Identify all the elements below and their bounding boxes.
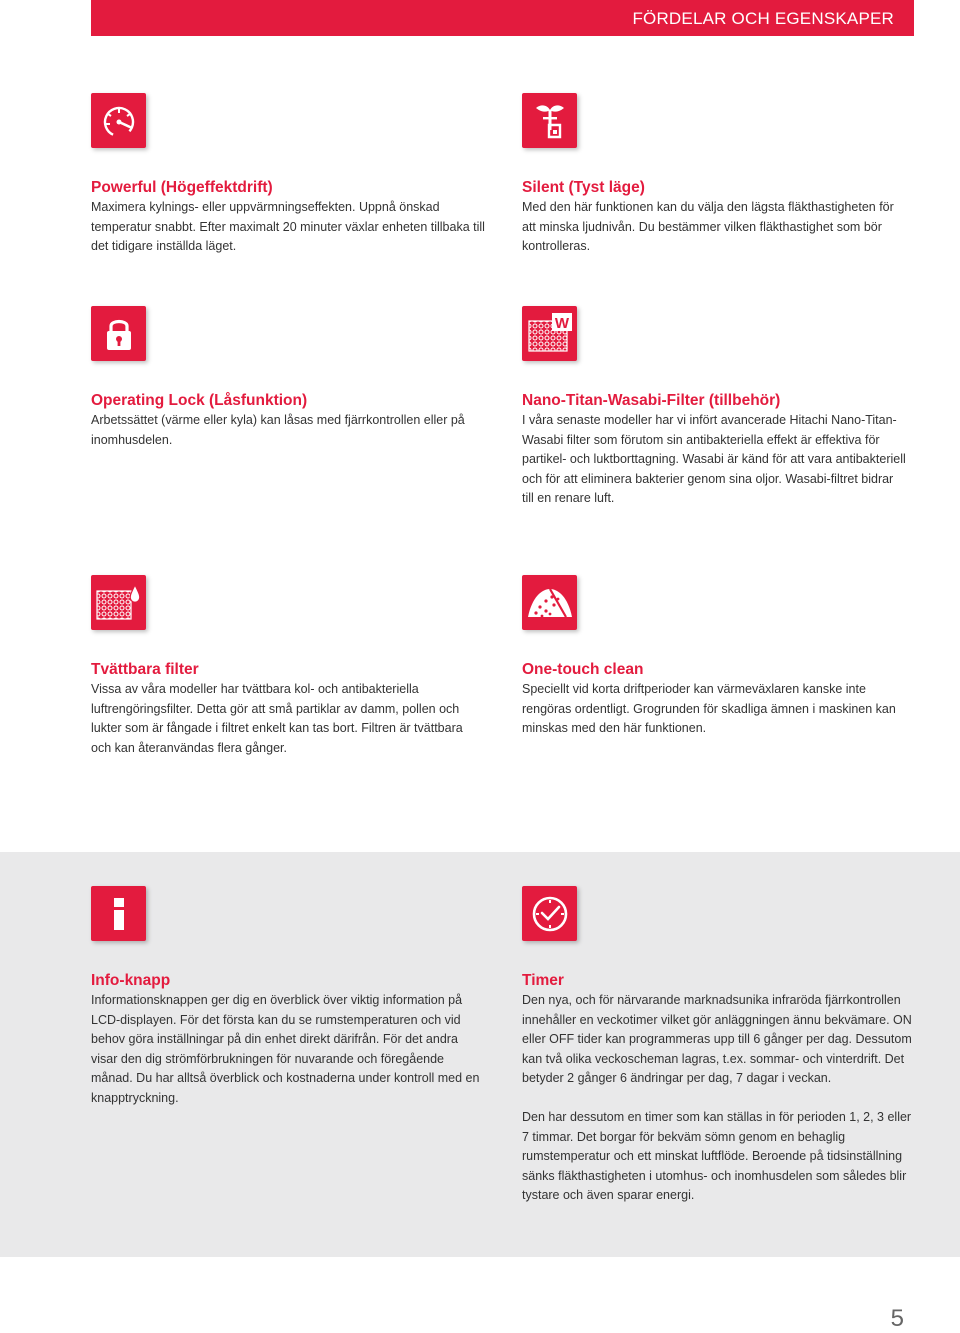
feature-text: Informationsknappen ger dig en överblick över viktig information på LCD-displayen. För det första kan du se rumstemperaturen och vid behov göra inställningar på din enhet direkt därifrån. För det andra visar den dig strömförbrukningen för nuvarande och föregående månad. Du har alltså överblick och kostnaderna under kontroll med en knapptryckning.	[91, 993, 480, 1105]
feature-title: Nano-Titan-Wasabi-Filter (tillbehör)	[522, 392, 781, 409]
feature-washable-filter	[91, 575, 486, 758]
feature-title: Operating Lock (Låsfunktion)	[91, 392, 308, 409]
feature-title: One-touch clean	[522, 661, 644, 678]
feature-text: Maximera kylnings- eller uppvärmningseffekten. Uppnå önskad temperatur snabbt. Efter maximalt 20 minuter växlar enheten tillbaka till det tidigare inställda läget.	[91, 200, 485, 253]
feature-powerful	[91, 93, 486, 257]
fan-silent-icon	[522, 93, 577, 148]
feature-text: Arbetssättet (värme eller kyla) kan låsas med fjärrkontrollen eller på inomhusdelen.	[91, 413, 465, 447]
feature-title: Powerful (Högeffektdrift)	[91, 179, 273, 196]
header-bar	[91, 0, 914, 36]
feature-title: Tvättbara filter	[91, 661, 199, 678]
feature-timer	[522, 886, 917, 1206]
wasabi-filter-icon	[522, 306, 577, 361]
feature-title: Silent (Tyst läge)	[522, 179, 645, 196]
feature-nano-titan-wasabi	[522, 306, 907, 509]
feature-text: Med den här funktionen kan du välja den lägsta fläkthastigheten för att minska ljudnivån. Du bestämmer vilken fläkthastighet som bör kontrolleras.	[522, 200, 894, 253]
feature-one-touch-clean	[522, 575, 907, 739]
washable-filter-icon	[91, 575, 146, 630]
feature-title: Info-knapp	[91, 972, 171, 989]
page-number: 5	[890, 1305, 904, 1332]
feature-operating-lock	[91, 306, 486, 450]
padlock-icon	[91, 306, 146, 361]
feature-info-button	[91, 886, 481, 1108]
feature-title: Timer	[522, 972, 564, 989]
feature-text-extra: Den har dessutom en timer som kan ställas in för perioden 1, 2, 3 eller 7 timmar. Det borgar för bekväm sömn genom en behaglig rumstemperatur och ett minskat luftflöde. Beroende på tidsinställning sänks fläkthastigheten i utomhus- och inomhusdelen som således blir tystare och även sparar energi.	[522, 1110, 912, 1202]
clock-icon	[522, 886, 577, 941]
feature-silent	[522, 93, 907, 257]
page-header-title: FÖRDELAR OCH EGENSKAPER	[632, 9, 894, 28]
feature-text: Vissa av våra modeller har tvättbara kol- och antibakteriella luftrengöringsfilter. Detta gör att små partiklar av damm, pollen och lukter som är fångade i filtret enkelt kan tas bort. Filtren är tvättbara och kan återanvändas flera gånger.	[91, 682, 463, 755]
feature-text: Speciellt vid korta driftperioder kan värmeväxlaren kanske inte rengöras ordentligt. Grogrunden för skadliga ämnen i maskinen kan minskas med den här funktionen.	[522, 682, 896, 735]
speedometer-icon	[91, 93, 146, 148]
feature-text: I våra senaste modeller har vi infört avancerade Hitachi Nano-Titan-Wasabi filter som förutom sin antibakteriella effekt är effektiva för partikel- och luktborttagning. Wasabi är känd för att vara antibakteriell och för att eliminera bakterier genom sina oljor. Wasabi-filtret bidrar till en renare luft.	[522, 413, 906, 505]
feature-text: Den nya, och för närvarande marknadsunika infraröda fjärrkontrollen innehåller en veckotimer vilket gör anläggningen ännu bekvämare. ON eller OFF tider kan programmeras upp till 6 gånger per dag. Dessutom kan två olika veckoscheman lagras, t.ex. sommar- och vinterdrift. Det betyder 2 gånger 6 ändringar per dag, 7 dagar i veckan.	[522, 993, 912, 1085]
dust-clean-icon	[522, 575, 577, 630]
wasabi-icon-letter: W	[554, 314, 569, 332]
info-icon	[91, 886, 146, 941]
